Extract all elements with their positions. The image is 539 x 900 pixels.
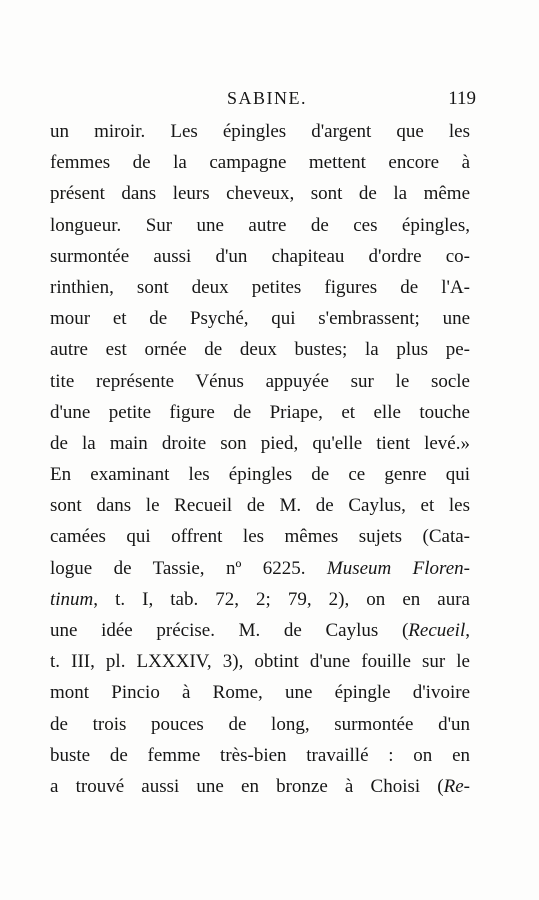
running-head [52,88,476,116]
text-line: d'une petite figure de Priape, et elle touche [50,401,470,423]
text-line: rinthien, sont deux petites figures de l'A- [50,276,470,298]
text-line: longueur. Sur une autre de ces épingles, [50,214,470,236]
text-line: tinum, t. I, tab. 72, 2; 79, 2), on en aura [50,588,470,610]
text-line: mour et de Psyché, qui s'embrassent; une [50,308,470,330]
text-line: surmontée aussi d'un chapiteau d'ordre co- [50,245,470,267]
text-line: présent dans leurs cheveux, sont de la même [50,183,470,205]
text-line: mont Pincio à Rome, une épingle d'ivoire [50,682,470,704]
text-line: femmes de la campagne mettent encore à [50,152,470,174]
running-title: SABINE. [227,88,308,108]
text-line: autre est ornée de deux bustes; la plus pe- [50,339,470,361]
text-line: camées qui offrent les mêmes sujets (Cata- [50,526,470,548]
text-line: un miroir. Les épingles d'argent que les [50,121,470,142]
text-line: logue de Tassie, nº 6225. Museum Floren- [50,557,470,579]
text-line: de la main droite son pied, qu'elle tient levé.» [50,432,470,454]
text-line: sont dans le Recueil de M. de Caylus, et les [50,495,470,517]
text-line: une idée précise. M. de Caylus (Recueil, [50,620,470,641]
body-text [50,116,470,802]
text-line: de trois pouces de long, surmontée d'un [50,713,470,735]
text-line: t. III, pl. LXXXIV, 3), obtint d'une fouille sur le [50,651,470,673]
text-line: En examinant les épingles de ce genre qui [50,464,470,486]
page-number: 119 [448,88,476,109]
text-line: tite représente Vénus appuyée sur le socle [50,370,470,392]
text-line: a trouvé aussi une en bronze à Choisi (Re- [50,775,470,797]
text-line: buste de femme très-bien travaillé : on en [50,744,470,766]
